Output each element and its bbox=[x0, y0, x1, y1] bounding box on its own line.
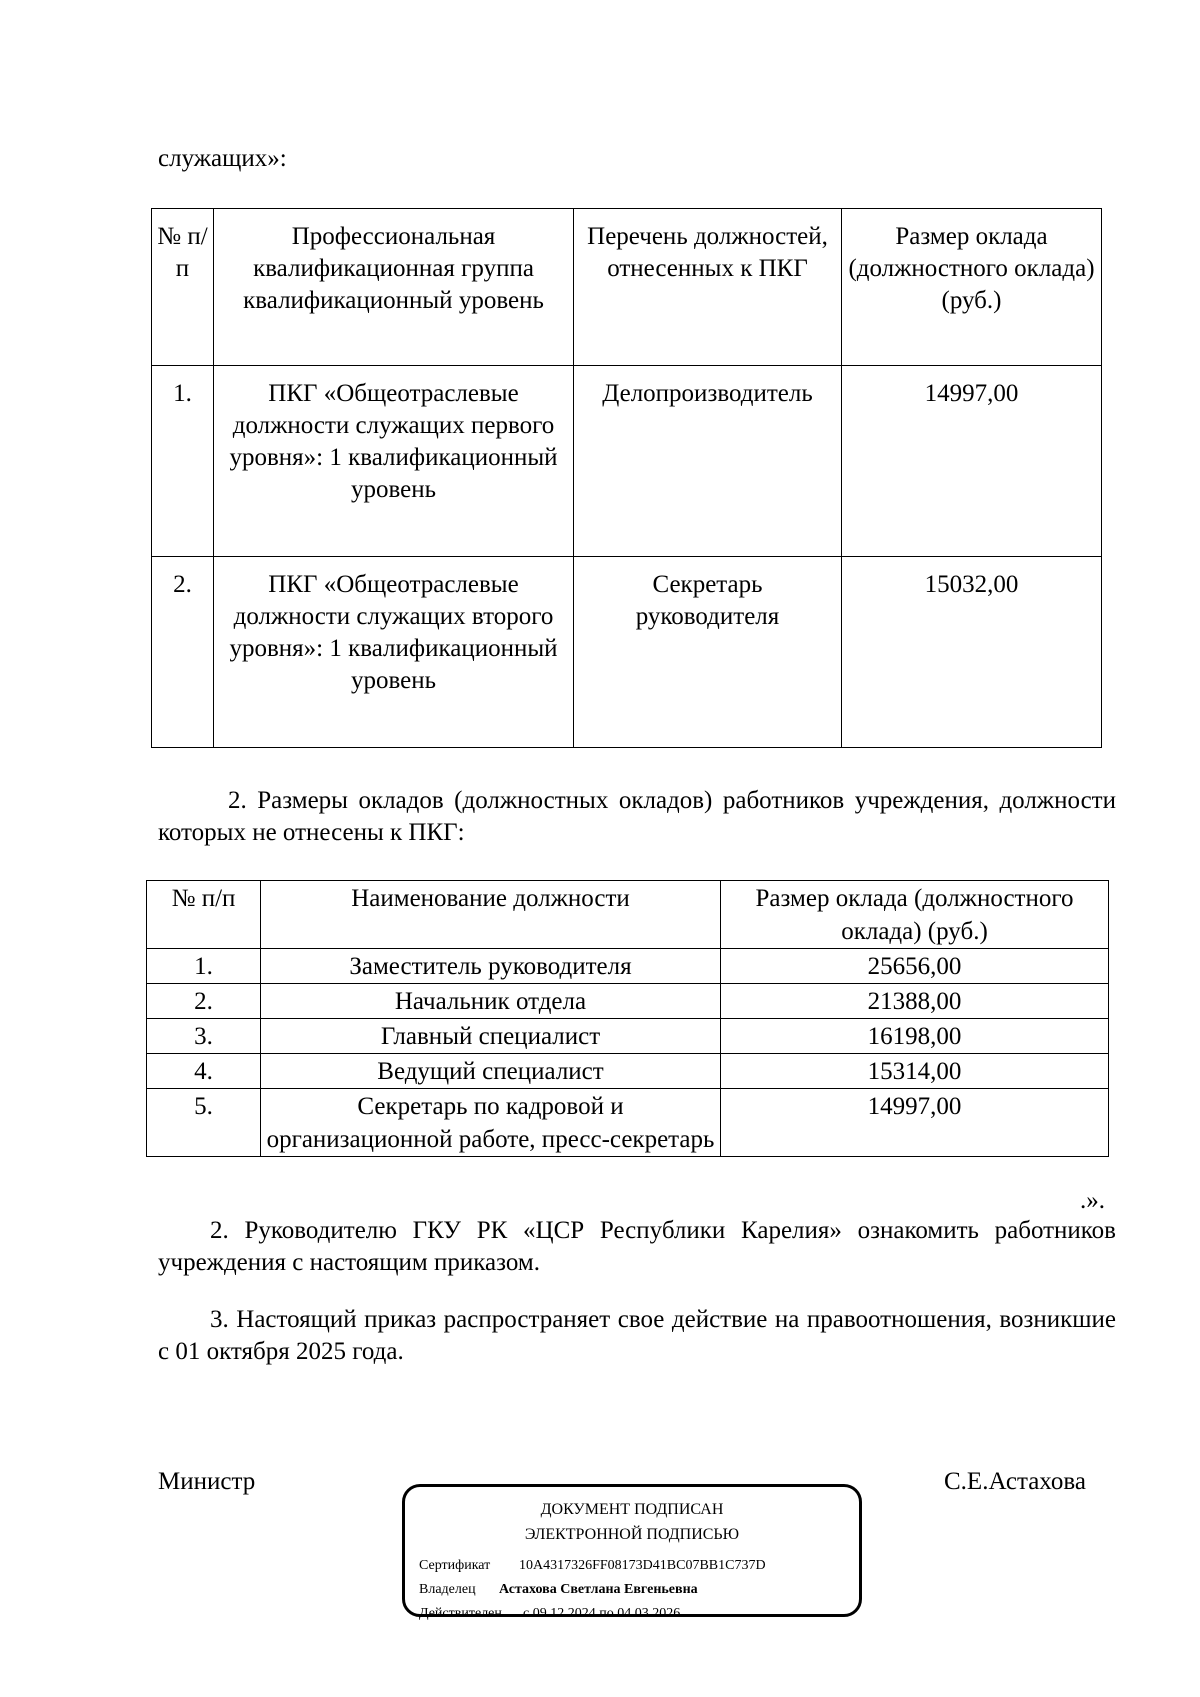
pkg-salary-table bbox=[151, 208, 1102, 748]
electronic-signature-stamp bbox=[402, 1484, 862, 1621]
row-position-name: Заместитель руководителя bbox=[261, 949, 721, 984]
header-cell-positions: Перечень должностей, отнесенных к ПКГ bbox=[574, 209, 842, 366]
paragraph-salaries-intro bbox=[158, 785, 1116, 849]
stamp-title bbox=[405, 1497, 859, 1547]
paragraph-effective-text: 3. Настоящий приказ распространяет свое действие на правоотношения, возникшие с 01 октября 2025 года. bbox=[158, 1306, 1116, 1365]
row-number: 1. bbox=[147, 949, 261, 984]
closing-quote: .». bbox=[1080, 1187, 1105, 1214]
row-salary: 15032,00 bbox=[842, 557, 1102, 748]
stamp-title-line2: ЭЛЕКТРОННОЙ ПОДПИСЬЮ bbox=[524, 1526, 740, 1543]
row-number: 5. bbox=[147, 1089, 261, 1157]
row-salary: 16198,00 bbox=[721, 1019, 1109, 1054]
stamp-validity-value: с 09.12.2024 по 04.03.2026 bbox=[523, 1606, 681, 1621]
header-cell-group: Профессиональная квалификационная группа квалификационный уровень bbox=[214, 209, 574, 366]
row-salary: 14997,00 bbox=[842, 366, 1102, 557]
row-position-name: Ведущий специалист bbox=[261, 1054, 721, 1089]
paragraph-head-instruction bbox=[158, 1215, 1116, 1279]
table-row bbox=[152, 557, 1102, 748]
header-cell-position-name: Наименование должности bbox=[261, 881, 721, 949]
row-salary: 14997,00 bbox=[721, 1089, 1109, 1157]
stamp-validity-row bbox=[419, 1603, 680, 1625]
table-row bbox=[147, 1019, 1109, 1054]
stamp-certificate-value: 10A4317326FF08173D41BC07BB1C737D bbox=[519, 1558, 766, 1573]
header-cell-salary: Размер оклада (должностного оклада) (руб.) bbox=[721, 881, 1109, 949]
row-group: ПКГ «Общеотраслевые должности служащих первого уровня»: 1 квалификационный уровень bbox=[214, 366, 574, 557]
header-cell-number: № п/п bbox=[147, 881, 261, 949]
table-row bbox=[147, 984, 1109, 1019]
row-number: 1. bbox=[152, 366, 214, 557]
table-row bbox=[147, 1054, 1109, 1089]
stamp-title-line1: ДОКУМЕНТ ПОДПИСАН bbox=[540, 1501, 724, 1518]
row-number: 2. bbox=[147, 984, 261, 1019]
row-group: ПКГ «Общеотраслевые должности служащих второго уровня»: 1 квалификационный уровень bbox=[214, 557, 574, 748]
table-header-row bbox=[152, 209, 1102, 366]
row-position-name: Секретарь по кадровой и организационной работе, пресс-секретарь bbox=[261, 1089, 721, 1157]
signer-name: С.Е.Астахова bbox=[944, 1468, 1086, 1495]
table-row bbox=[147, 1089, 1109, 1157]
row-position-name: Начальник отдела bbox=[261, 984, 721, 1019]
stamp-certificate-label: Сертификат bbox=[419, 1558, 491, 1573]
non-pkg-salary-table bbox=[146, 880, 1109, 1157]
table-row bbox=[152, 366, 1102, 557]
paragraph-salaries-text: 2. Размеры окладов (должностных окладов) работников учреждения, должности которых не отнесены к ПКГ: bbox=[158, 787, 1116, 846]
row-salary: 15314,00 bbox=[721, 1054, 1109, 1089]
table-header-row bbox=[147, 881, 1109, 949]
paragraph-effective-date bbox=[158, 1304, 1116, 1368]
paragraph-head-text: 2. Руководителю ГКУ РК «ЦСР Республики Карелия» ознакомить работников учреждения с настоящим приказом. bbox=[158, 1217, 1116, 1276]
row-salary: 21388,00 bbox=[721, 984, 1109, 1019]
row-number: 3. bbox=[147, 1019, 261, 1054]
stamp-certificate-row bbox=[419, 1555, 766, 1577]
row-positions: Делопроизводитель bbox=[574, 366, 842, 557]
stamp-owner-label: Владелец bbox=[419, 1582, 476, 1597]
row-number: 4. bbox=[147, 1054, 261, 1089]
stamp-owner-row bbox=[419, 1579, 698, 1601]
stamp-owner-value: Астахова Светлана Евгеньевна bbox=[499, 1582, 698, 1597]
header-cell-salary: Размер оклада (должностного оклада) (руб.) bbox=[842, 209, 1102, 366]
stamp-validity-label: Действителен bbox=[419, 1606, 502, 1621]
intro-tail-text: служащих»: bbox=[158, 145, 287, 172]
signer-position: Министр bbox=[158, 1468, 256, 1495]
row-positions: Секретарь руководителя bbox=[574, 557, 842, 748]
row-number: 2. bbox=[152, 557, 214, 748]
row-position-name: Главный специалист bbox=[261, 1019, 721, 1054]
row-salary: 25656,00 bbox=[721, 949, 1109, 984]
header-cell-number: № п/п bbox=[152, 209, 214, 366]
table-row bbox=[147, 949, 1109, 984]
